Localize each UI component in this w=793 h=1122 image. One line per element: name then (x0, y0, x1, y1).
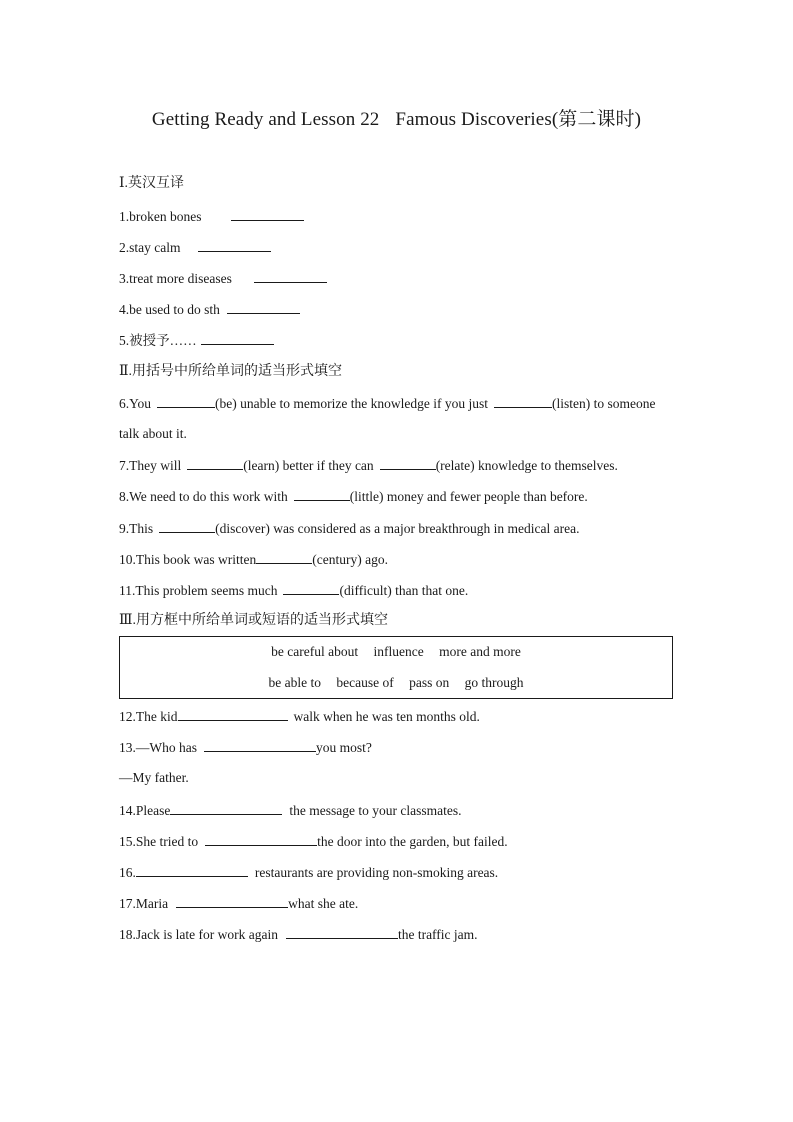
q10-text-a: 10.This book was written (119, 552, 257, 567)
q10-text-b: (century) ago. (312, 552, 388, 567)
question-15 (119, 831, 508, 852)
question-14 (119, 800, 461, 821)
answer-blank[interactable] (187, 455, 243, 470)
item-5-text: 5.被授予…… (119, 333, 197, 348)
question-9 (119, 518, 580, 539)
question-10 (119, 549, 388, 570)
q6-text-a: 6.You (119, 396, 152, 411)
item-2 (119, 237, 271, 258)
q6-text-b: (be) unable to memorize the knowledge if you just (215, 396, 488, 411)
section3-heading: Ⅲ.用方框中所给单词或短语的适当形式填空 (119, 613, 388, 628)
answer-blank[interactable] (157, 393, 215, 408)
title-part2: Famous Discoveries(第二课时) (395, 109, 642, 130)
q8-text-a: 8.We need to do this work with (119, 489, 288, 504)
q12-text-b: walk when he was ten months old. (293, 709, 480, 724)
page-title (0, 104, 793, 131)
item-2-text: 2.stay calm (119, 240, 181, 255)
word-option: more and more (439, 644, 521, 659)
q7-text-a: 7.They will (119, 458, 182, 473)
word-option: because of (336, 675, 394, 690)
answer-blank[interactable] (494, 393, 552, 408)
q16-text-b: restaurants are providing non-smoking areas. (254, 865, 499, 880)
section1-heading: Ⅰ.英汉互译 (119, 176, 185, 191)
item-1 (119, 206, 304, 227)
answer-blank[interactable] (205, 831, 317, 846)
word-box-row-1 (120, 644, 672, 660)
question-12 (119, 706, 480, 727)
q13-text-b: you most? (316, 740, 372, 755)
word-option: go through (464, 675, 524, 690)
question-17 (119, 893, 358, 914)
answer-blank[interactable] (159, 518, 215, 533)
item-4-text: 4.be used to do sth (119, 302, 220, 317)
section2-heading: Ⅱ.用括号中所给单词的适当形式填空 (119, 364, 343, 379)
item-3-text: 3.treat more diseases (119, 271, 232, 286)
answer-blank[interactable] (176, 893, 288, 908)
word-option: be able to (268, 675, 321, 690)
q16-text-a: 16. (119, 865, 136, 880)
question-18 (119, 924, 478, 945)
answer-blank[interactable] (380, 455, 436, 470)
item-3 (119, 268, 327, 289)
word-option: influence (373, 644, 424, 659)
question-8 (119, 486, 588, 507)
word-box (119, 636, 673, 699)
question-11 (119, 580, 468, 601)
q18-text-b: the traffic jam. (397, 927, 478, 942)
question-6 (119, 393, 655, 414)
q11-text-b: (difficult) than that one. (339, 583, 469, 598)
q17-text-a: 17.Maria (119, 896, 169, 911)
q14-text-b: the message to your classmates. (289, 803, 462, 818)
q18-text-a: 18.Jack is late for work again (119, 927, 278, 942)
answer-blank[interactable] (256, 549, 312, 564)
q13-text-a: 13.—Who has (119, 740, 197, 755)
answer-blank[interactable] (283, 580, 339, 595)
q8-text-b: (little) money and fewer people than before. (349, 489, 588, 504)
q15-text-a: 15.She tried to (119, 834, 199, 849)
q14-text-a: 14.Please (119, 803, 171, 818)
question-6-cont: talk about it. (119, 426, 187, 441)
item-4 (119, 299, 300, 320)
title-part1: Getting Ready and Lesson 22 (151, 109, 380, 130)
question-13-answer: —My father. (119, 770, 189, 785)
question-13 (119, 737, 372, 758)
q6-text-c: (listen) to someone (551, 396, 656, 411)
word-option: pass on (409, 675, 450, 690)
q7-text-c: (relate) knowledge to themselves. (435, 458, 618, 473)
answer-blank[interactable] (227, 299, 300, 314)
answer-blank[interactable] (231, 206, 304, 221)
answer-blank[interactable] (198, 237, 271, 252)
word-option: be careful about (271, 644, 359, 659)
q17-text-b: what she ate. (288, 896, 359, 911)
q12-text-a: 12.The kid (119, 709, 178, 724)
answer-blank[interactable] (136, 862, 248, 877)
question-7 (119, 455, 618, 476)
q11-text-a: 11.This problem seems much (119, 583, 278, 598)
q7-text-b: (learn) better if they can (243, 458, 374, 473)
q9-text-b: (discover) was considered as a major breakthrough in medical area. (215, 521, 580, 536)
answer-blank[interactable] (178, 706, 288, 721)
answer-blank[interactable] (294, 486, 350, 501)
question-16 (119, 862, 498, 883)
answer-blank[interactable] (254, 268, 327, 283)
word-box-row-2 (120, 675, 672, 691)
answer-blank[interactable] (201, 330, 274, 345)
answer-blank[interactable] (204, 737, 316, 752)
item-1-text: 1.broken bones (119, 209, 202, 224)
q9-text-a: 9.This (119, 521, 154, 536)
q15-text-b: the door into the garden, but failed. (317, 834, 508, 849)
item-5 (119, 330, 274, 351)
answer-blank[interactable] (286, 924, 398, 939)
answer-blank[interactable] (170, 800, 282, 815)
